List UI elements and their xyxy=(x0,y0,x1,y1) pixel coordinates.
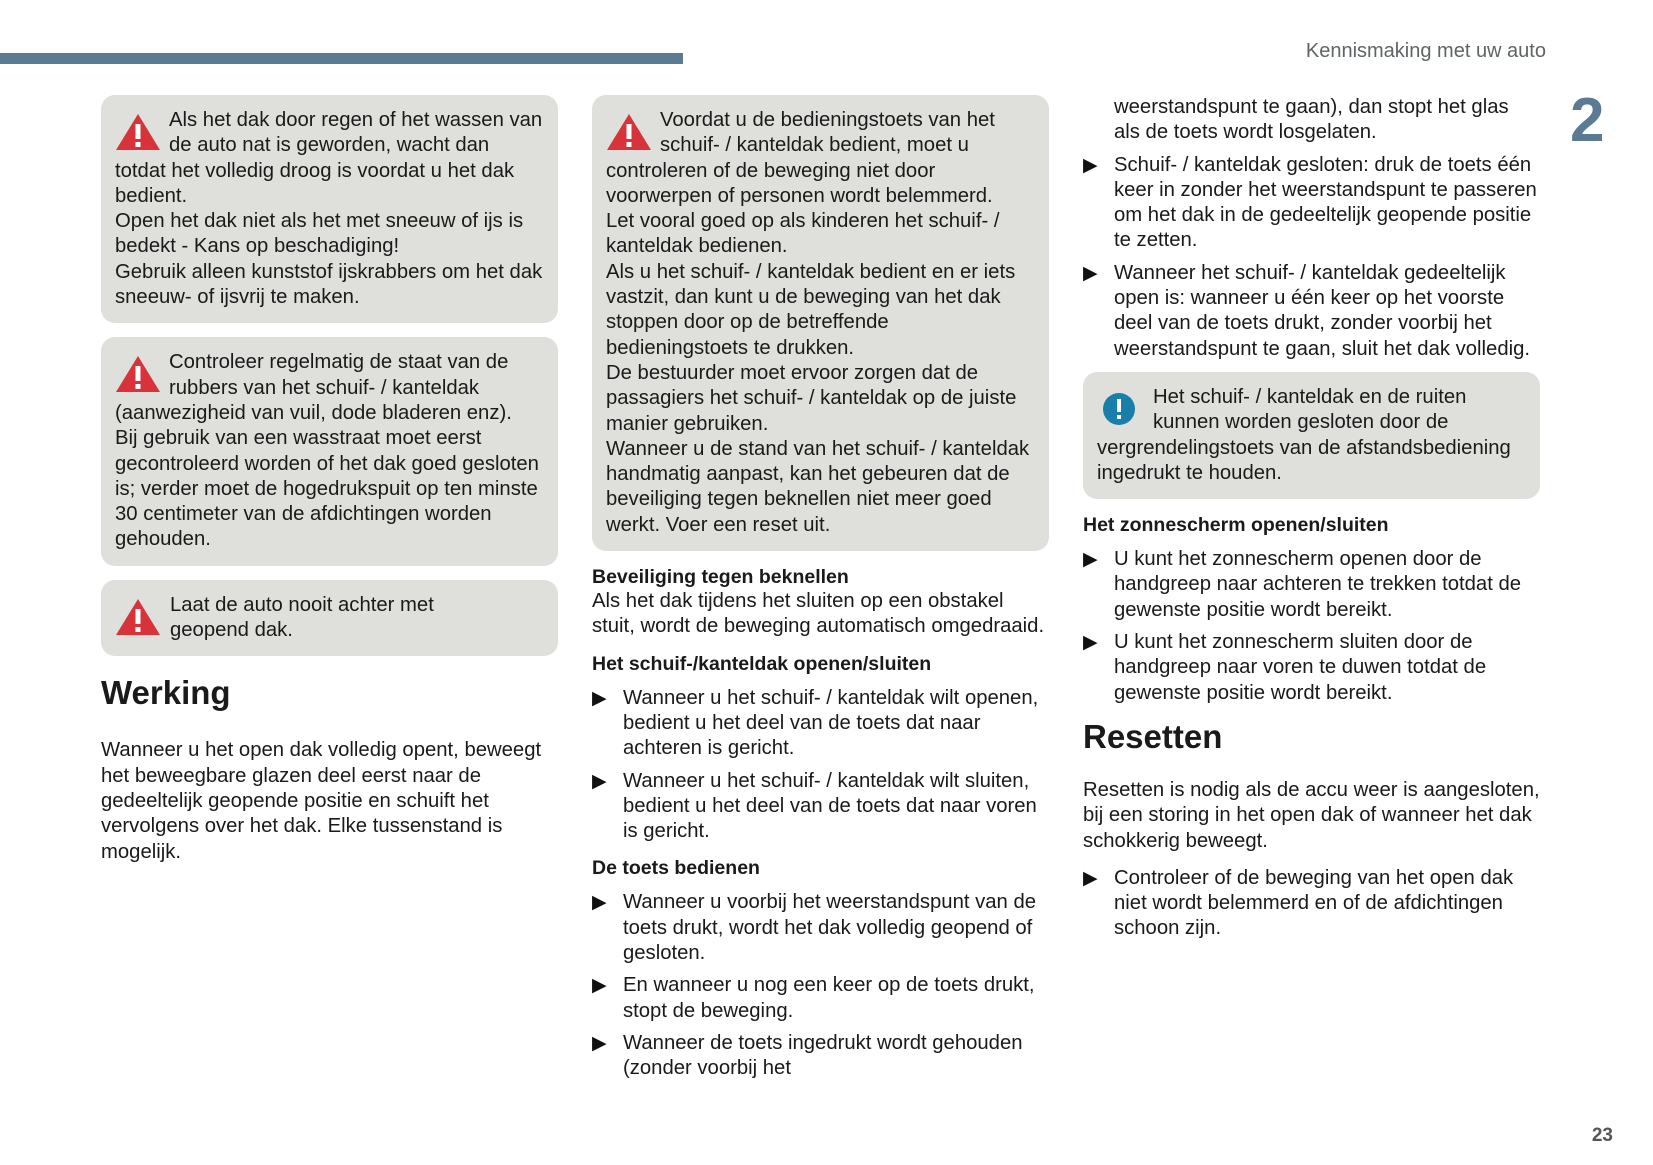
subheading-beknellen: Beveiliging tegen beknellen xyxy=(592,566,849,589)
warning-triangle-icon xyxy=(114,112,162,152)
subheading-toets-bedienen: De toets bedienen xyxy=(592,857,760,880)
section-heading-resetten: Resetten xyxy=(1083,717,1223,755)
list-item: ▶ Wanneer u voorbij het weerstandspunt van de toets drukt, wordt het dak volledig geopend of gesloten. xyxy=(592,890,1049,966)
list-item: ▶ Wanneer het schuif- / kanteldak gedeeltelijk open is: wanneer u één keer op het voorste deel van de toets drukt, zonder voorbij het weerstandspunt te gaan, sluit het dak volledig. xyxy=(1083,261,1540,362)
list-item: ▶ Wanneer de toets ingedrukt wordt gehouden (zonder voorbij het xyxy=(592,1031,1049,1082)
warning-text: Let vooral goed op als kinderen het schuif- / kanteldak bedienen. xyxy=(606,210,1000,258)
list-item: ▶ Wanneer u het schuif- / kanteldak wilt sluiten, bedient u het deel van de toets dat naar voren is gericht. xyxy=(592,769,1049,845)
warning-text: Controleer regelmatig de staat van de rubbers van het schuif- / kanteldak (aanwezigheid van vuil, dode bladeren enz). xyxy=(115,351,512,424)
subheading-openen-sluiten: Het schuif-/kanteldak openen/sluiten xyxy=(592,652,932,675)
info-box xyxy=(1083,372,1540,499)
warning-triangle-icon xyxy=(605,112,653,152)
warning-text: De bestuurder moet ervoor zorgen dat de passagiers het schuif- / kanteldak op de juiste manier gebruiken. xyxy=(606,361,1017,435)
beknellen-text: Als het dak tijdens het sluiten op een obstakel stuit, wordt de beweging automatisch omgedraaid. xyxy=(592,590,1045,638)
chapter-number: 2 xyxy=(1570,86,1605,155)
running-header-title: Kennismaking met uw auto xyxy=(1305,40,1546,62)
warning-text: Als het dak door regen of het wassen van de auto nat is geworden, wacht dan totdat het volledig droog is voordat u het dak bedient. xyxy=(115,109,543,207)
warning-box xyxy=(592,95,1049,551)
page-number: 23 xyxy=(1591,1125,1613,1146)
column-2 xyxy=(592,95,1049,1089)
column-3 xyxy=(1083,95,1540,949)
section-heading-werking: Werking xyxy=(101,674,231,712)
warning-text: Wanneer u de stand van het schuif- / kanteldak handmatig aanpast, kan het gebeuren dat de beveiliging tegen beknellen niet meer goed werkt. Voer een reset uit. xyxy=(606,437,1030,536)
resetten-text: Resetten is nodig als de accu weer is aangesloten, bij een storing in het open dak of wanneer het dak schokkerig beweegt. xyxy=(1083,778,1540,852)
list-item: ▶ En wanneer u nog een keer op de toets drukt, stopt de beweging. xyxy=(592,973,1049,1024)
info-text: Het schuif- / kanteldak en de ruiten kunnen worden gesloten door de vergrendelingstoets van de afstandsbediening ingedrukt te houden. xyxy=(1097,385,1511,484)
list-item: ▶ U kunt het zonnescherm openen door de handgreep naar achteren te trekken totdat de gewenste positie wordt bereikt. xyxy=(1083,547,1540,623)
info-icon xyxy=(1099,389,1139,429)
column-1 xyxy=(101,95,558,865)
warning-text: Gebruik alleen kunststof ijskrabbers om het dak sneeuw- of ijsvrij te maken. xyxy=(115,260,543,309)
continuation-text: weerstandspunt te gaan), dan stopt het glas als de toets wordt losgelaten. xyxy=(1114,96,1509,144)
warning-triangle-icon xyxy=(114,597,162,637)
warning-text: Als u het schuif- / kanteldak bedient en er iets vastzit, dan kunt u de beweging van het dak stoppen door op de betreffende bedieningstoets te drukken. xyxy=(606,260,1016,359)
subheading-zonnescherm: Het zonnescherm openen/sluiten xyxy=(1083,514,1389,537)
list-item: ▶ U kunt het zonnescherm sluiten door de handgreep naar voren te duwen totdat de gewenste positie wordt bereikt. xyxy=(1083,630,1540,706)
header-accent-bar xyxy=(0,53,683,64)
warning-text: Bij gebruik van een wasstraat moet eerst gecontroleerd worden of het dak goed gesloten is; verder moet de hogedrukspuit op ten minste 30 centimeter van de afdichtingen worden gehouden. xyxy=(115,427,539,551)
warning-text: Voordat u de bedieningstoets van het schuif- / kanteldak bedient, moet u controleren of de beweging niet door voorwerpen of personen wordt belemmerd. xyxy=(606,109,995,207)
warning-box xyxy=(101,580,558,657)
warning-triangle-icon xyxy=(114,354,162,394)
warning-text: Open het dak niet als het met sneeuw of ijs is bedekt - Kans op beschadiging! xyxy=(115,210,524,258)
warning-text: Laat de auto nooit achter met geopend dak. xyxy=(170,593,434,642)
list-item: ▶ Schuif- / kanteldak gesloten: druk de toets één keer in zonder het weerstandspunt te passeren om het dak in de gedeeltelijk geopende positie te zetten. xyxy=(1083,153,1540,254)
warning-box xyxy=(101,337,558,565)
warning-box xyxy=(101,95,558,323)
werking-text: Wanneer u het open dak volledig opent, beweegt het beweegbare glazen deel eerst naar de gedeeltelijk geopende positie en schuift het vervolgens over het dak. Elke tussenstand is mogelijk. xyxy=(101,739,542,863)
list-item: ▶ Controleer of de beweging van het open dak niet wordt belemmerd en of de afdichtingen schoon zijn. xyxy=(1083,866,1540,942)
list-item: ▶ Wanneer u het schuif- / kanteldak wilt openen, bedient u het deel van de toets dat naar achteren is gericht. xyxy=(592,686,1049,762)
